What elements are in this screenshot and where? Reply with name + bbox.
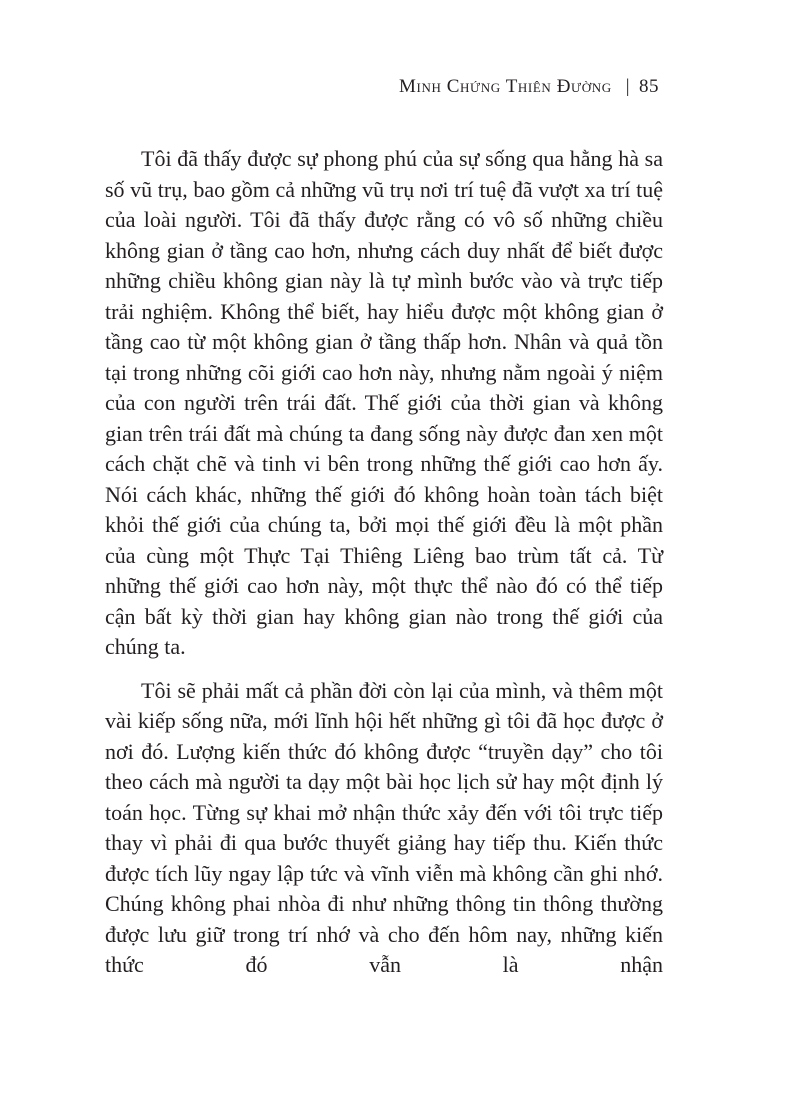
paragraph: Tôi sẽ phải mất cả phần đời còn lại của mình, và thêm một vài kiếp sống nữa, mới lĩnh hội hết những gì tôi đã học được ở nơi đó. Lượng kiến thức đó không được “truyền dạy” cho tôi theo cách mà người ta dạy một bài học lịch sử hay một định lý toán học. Từng sự khai mở nhận thức xảy đến với tôi trực tiếp thay vì phải đi qua bước thuyết giảng hay tiếp thu. Kiến thức được tích lũy ngay lập tức và vĩnh viễn mà không cần ghi nhớ. Chúng không phai nhòa đi như những thông tin thông thường được lưu giữ trong trí nhớ và cho đến hôm nay, những kiến thức đó vẫn là nhận [105,677,663,977]
paragraph: Tôi đã thấy được sự phong phú của sự sống qua hằng hà sa số vũ trụ, bao gồm cả những vũ trụ nơi trí tuệ đã vượt xa trí tuệ của loài người. Tôi đã thấy được rằng có vô số những chiều không gian ở tầng cao hơn, nhưng cách duy nhất để biết được những chiều không gian này là tự mình bước vào và trực tiếp trải nghiệm. Không thể biết, hay hiểu được một không gian ở tầng cao từ một không gian ở tầng thấp hơn. Nhân và quả tồn tại trong những cõi giới cao hơn này, nhưng nằm ngoài ý niệm của con người trên trái đất. Thế giới của thời gian và không gian trên trái đất mà chúng ta đang sống này được đan xen một cách chặt chẽ và tinh vi bên trong những thế giới cao hơn ấy. Nói cách khác, những thế giới đó không hoàn toàn tách biệt khỏi thế giới của chúng ta, bởi mọi thế giới đều là một phần của cùng một Thực Tại Thiêng Liêng bao trùm tất cả. Từ những thế giới cao hơn này, một thực thể nào đó có thể tiếp cận bất kỳ thời gian hay không gian nào trong thế giới của chúng ta. [105,146,663,659]
page-number: 85 [639,76,659,97]
book-title: Minh Chứng Thiên Đường [399,76,612,97]
body-text [105,144,663,981]
running-header [399,76,659,98]
header-separator: | [625,76,630,97]
